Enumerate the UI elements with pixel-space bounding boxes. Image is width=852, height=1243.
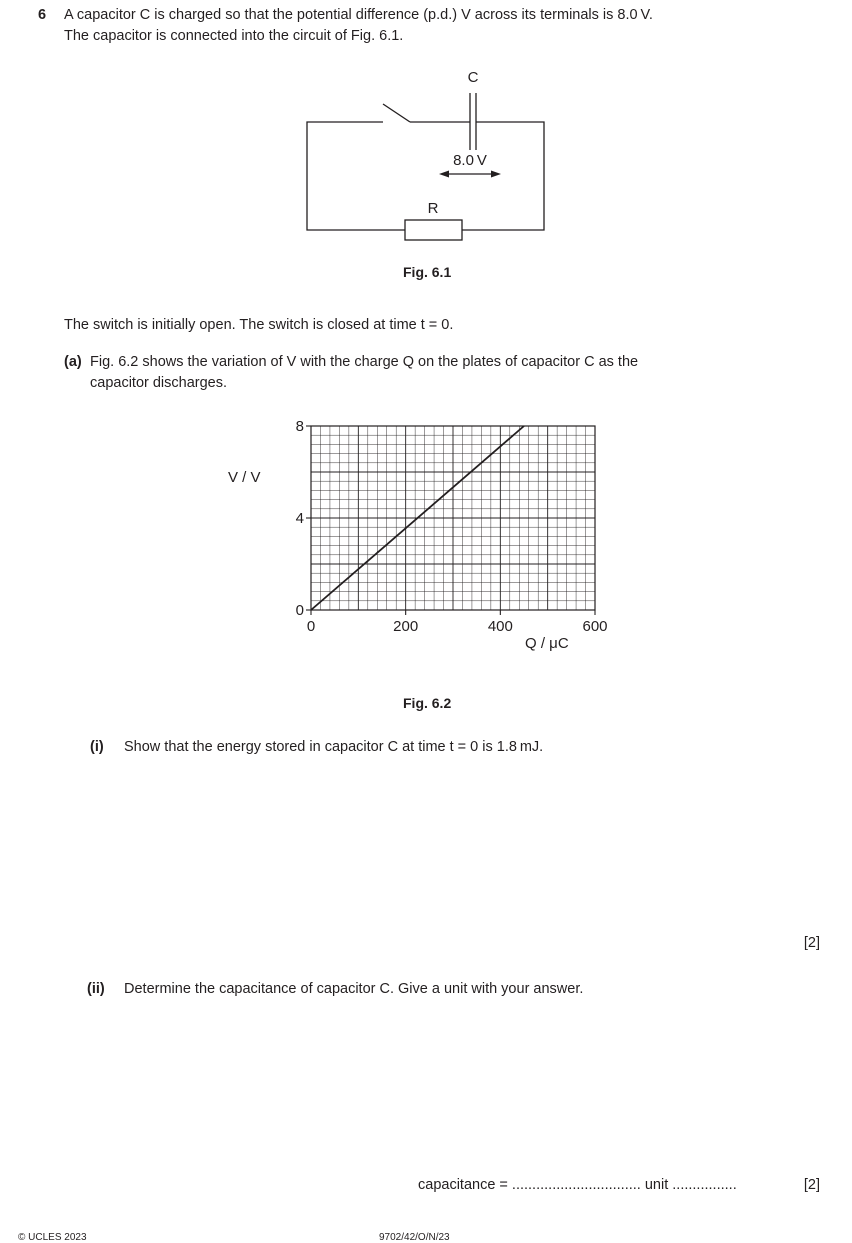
y-axis-label: V / V [228,469,261,486]
fig-6-2-caption: Fig. 6.2 [403,695,452,711]
x-tick-label: 400 [487,618,513,635]
question-number: 6 [38,7,47,23]
x-tick-label: 600 [582,618,608,635]
part-i-marks: [2] [803,935,820,951]
voltage-label: 8.0 V [453,152,487,169]
question-intro-line-1: A capacitor C is charged so that the potential difference (p.d.) V across its terminals is 8.0 V. [64,7,653,23]
footer-paper-code: 9702/42/O/N/23 [379,1232,450,1243]
part-ii-text: Determine the capacitance of capacitor C. Give a unit with your answer. [124,981,584,997]
voltage-arrow-head-left [439,171,449,178]
switch-text: The switch is initially open. The switch is closed at time t = 0. [64,317,454,333]
x-tick-label: 200 [393,618,419,635]
x-axis-label: Q / μC [525,635,569,652]
circuit-wire-left [307,122,405,230]
y-tick-label: 8 [295,418,304,435]
capacitance-answer-line: capacitance = ................................ unit ................ [418,1177,737,1193]
fig-6-2-chart [220,410,640,675]
resistor-label: R [427,200,439,217]
part-a-text-line-2: capacitor discharges. [90,375,228,391]
x-tick-label: 0 [306,618,316,635]
question-intro-line-2: The capacitor is connected into the circuit of Fig. 6.1. [64,28,404,44]
switch [383,104,410,122]
part-ii-marks: [2] [803,1177,820,1193]
resistor [405,220,462,240]
fig-6-1-caption: Fig. 6.1 [403,264,452,280]
y-tick-label: 0 [295,602,304,619]
voltage-arrow-head-right [491,171,501,178]
circuit-diagram [300,58,560,248]
part-a-text-line-1: Fig. 6.2 shows the variation of V with the charge Q on the plates of capacitor C as the [90,354,639,370]
part-i-label: (i) [90,739,104,755]
capacitor-label: C [467,69,479,86]
footer-copyright: © UCLES 2023 [18,1232,87,1243]
y-tick-label: 4 [295,510,304,527]
chart-ticks [306,426,595,615]
circuit-wire-right [462,122,544,230]
part-ii-label: (ii) [87,981,105,997]
part-a-label: (a) [64,354,82,370]
part-i-text: Show that the energy stored in capacitor C at time t = 0 is 1.8 mJ. [124,739,544,755]
